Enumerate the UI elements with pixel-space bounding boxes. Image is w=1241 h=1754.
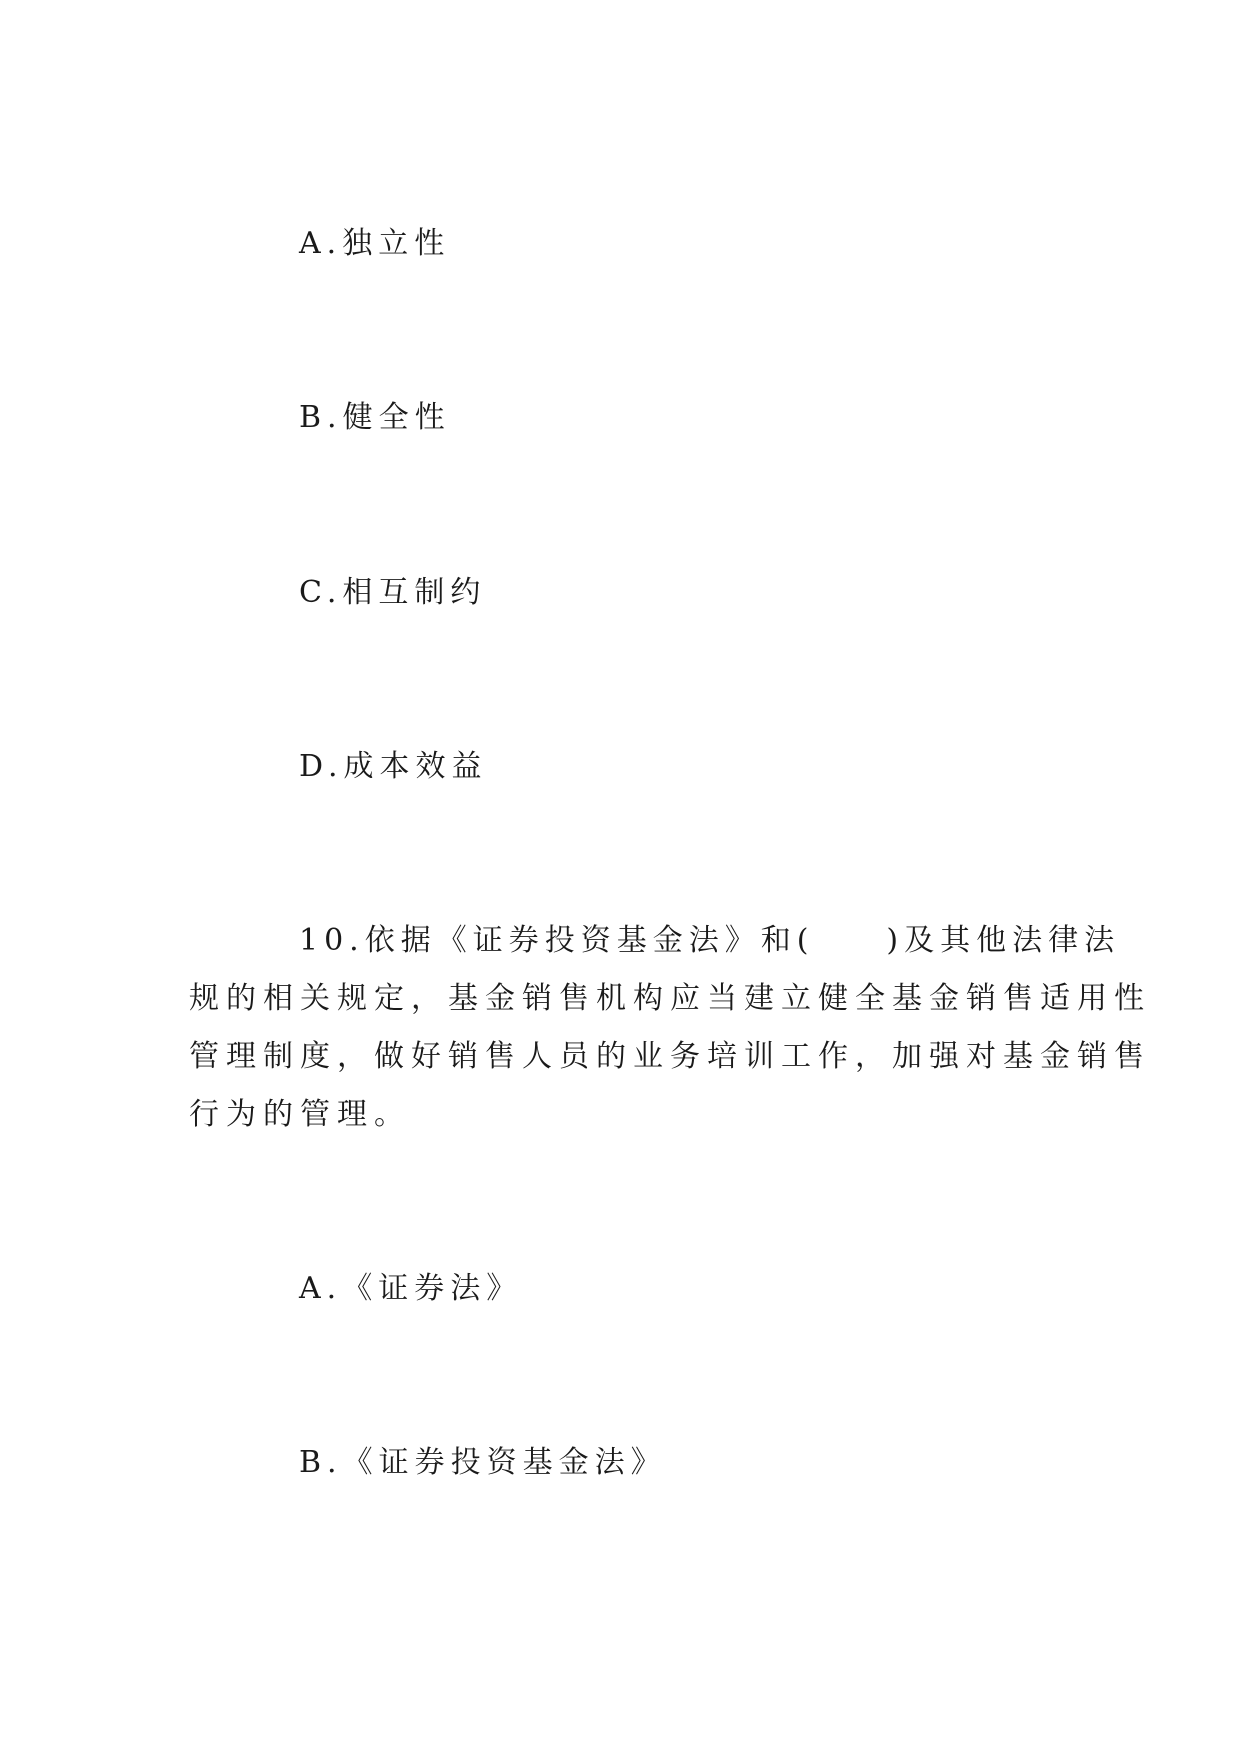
question-10-line-3: 管理制度，做好销售人员的业务培训工作，加强对基金销售 xyxy=(189,1039,1151,1074)
option-d: D.成本效益 xyxy=(299,749,488,784)
question-10-option-a: A.《证券法》 xyxy=(299,1271,523,1306)
question-10-line-2: 规的相关规定，基金销售机构应当建立健全基金销售适用性 xyxy=(189,981,1151,1016)
option-a: A.独立性 xyxy=(299,226,451,261)
question-10-line-1: 10.依据《证券投资基金法》和( )及其他法律法 xyxy=(299,923,1121,958)
question-10-option-b: B.《证券投资基金法》 xyxy=(299,1445,667,1480)
option-c: C.相互制约 xyxy=(299,575,487,610)
option-b: B.健全性 xyxy=(299,400,451,435)
question-10-line-4: 行为的管理。 xyxy=(189,1097,411,1132)
